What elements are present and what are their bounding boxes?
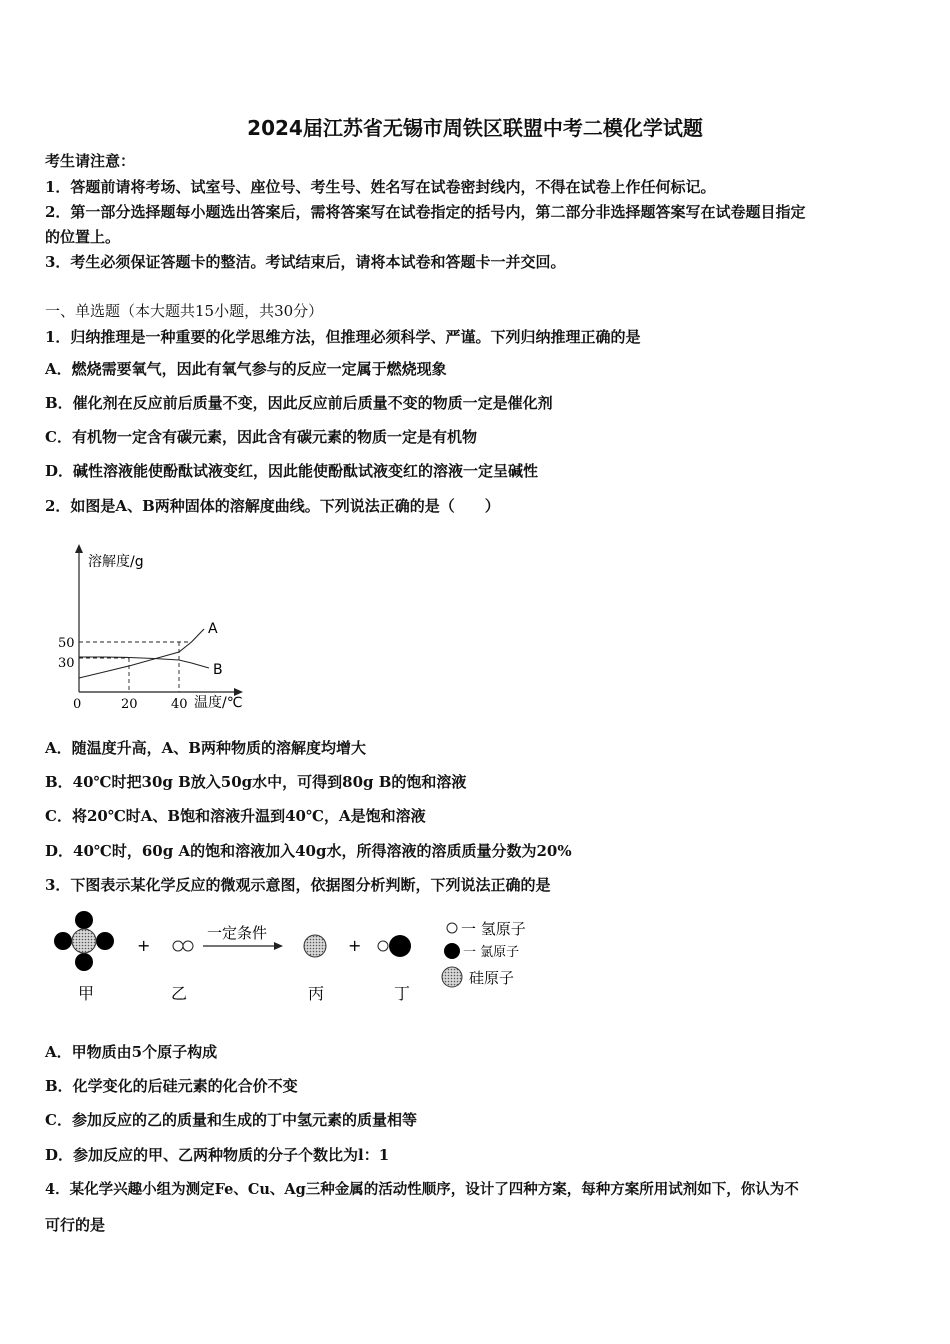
x-tick-label: 0 [73,697,82,712]
chlorine-atom [75,953,93,971]
notice-heading: 考生请注意： [45,152,136,170]
q2-option-d: D．40℃时，60g A的饱和溶液加入40g水，所得溶液的溶质质量分数为20% [45,842,572,860]
curve-B [79,657,209,668]
legend-silicon: 硅原子 [469,969,515,987]
guide-lines [79,642,192,692]
series-group [79,621,223,678]
q2-stem: 2．如图是A、B两种固体的溶解度曲线。下列说法正确的是（ ） [45,497,500,515]
notice-item-3: 3．考生必须保证答题卡的整洁。考试结束后，请将本试卷和答题卡一并交回。 [45,253,566,271]
notice-item-2-cont: 的位置上。 [45,228,121,246]
y-tick-label: 50 [58,636,75,651]
q1-option-b: B．催化剂在反应前后质量不变，因此反应前后质量不变的物质一定是催化剂 [45,394,553,412]
q4-stem-line2: 可行的是 [45,1216,106,1234]
hydrogen-atom [183,941,193,951]
q3-option-a: A．甲物质由5个原子构成 [45,1043,218,1061]
plus-sign: + [137,936,151,955]
q3-option-c: C．参加反应的乙的质量和生成的丁中氢元素的质量相等 [45,1111,417,1129]
label-ding: 丁 [394,984,411,1003]
solubility-chart [50,540,260,720]
molecule-yi [173,941,193,951]
notice-item-2: 2．第一部分选择题每小题选出答案后，需将答案写在试卷指定的括号内，第二部分非选择题答案写在试卷题目指定 [45,203,806,221]
q1-option-c: C．有机物一定含有碳元素，因此含有碳元素的物质一定是有机物 [45,428,477,446]
curve-A [79,629,204,678]
reaction-condition: 一定条件 [207,924,268,942]
chlorine-atom [54,932,72,950]
q2-option-c: C．将20℃时A、B饱和溶液升温到40℃，A是饱和溶液 [45,807,426,825]
label-jia: 甲 [78,984,95,1003]
chlorine-atom [389,935,411,957]
q1-option-d: D．碱性溶液能使酚酞试液变红，因此能使酚酞试液变红的溶液一定呈碱性 [45,462,539,480]
tick-labels [58,636,188,712]
legend-silicon-icon [442,967,462,987]
silicon-atom [72,929,96,953]
label-bing: 丙 [308,984,325,1003]
q1-stem: 1．归纳推理是一种重要的化学思维方法，但推理必须科学、严谨。下列归纳推理正确的是 [45,328,641,346]
legend-chlorine-icon [444,943,460,959]
x-tick-label: 20 [121,697,138,712]
notice-item-1: 1．答题前请将考场、试室号、座位号、考生号、姓名写在试卷密封线内，不得在试卷上作任何标记。 [45,178,716,196]
series-label-A: A [208,621,218,637]
q3-stem: 3．下图表示某化学反应的微观示意图，依据图分析判断，下列说法正确的是 [45,876,551,894]
legend-hydrogen-icon [447,923,457,933]
plus-sign: + [348,936,362,955]
label-yi: 乙 [171,984,188,1003]
q3-option-d: D．参加反应的甲、乙两种物质的分子个数比为l：1 [45,1146,390,1164]
page-title: 2024届江苏省无锡市周铁区联盟中考二模化学试题 [247,116,703,140]
section-heading: 一、单选题（本大题共15小题，共30分） [45,302,324,320]
y-axis-arrow [75,544,83,553]
arrow-head-icon [274,942,283,950]
y-tick-label: 30 [58,656,75,671]
reaction-diagram [45,905,565,1015]
hydrogen-atom [173,941,183,951]
legend-hydrogen: 一 氢原子 [461,920,526,938]
chlorine-atom [96,932,114,950]
y-axis-label: 溶解度/g [88,554,144,570]
q2-option-a: A．随温度升高，A、B两种物质的溶解度均增大 [45,739,366,757]
q4-stem-line1: 4．某化学兴趣小组为测定Fe、Cu、Ag三种金属的活动性顺序，设计了四种方案，每种方案所用试剂如下，你认为不 [45,1181,799,1198]
molecule-ding [378,935,411,957]
q3-option-b: B．化学变化的后硅元素的化合价不变 [45,1077,298,1095]
q2-option-b: B．40℃时把30g B放入50g水中，可得到80g B的饱和溶液 [45,773,467,791]
q1-option-a: A．燃烧需要氧气，因此有氧气参与的反应一定属于燃烧现象 [45,360,447,378]
legend-chlorine: 一 氯原子 [463,945,520,960]
molecule-jia [54,911,114,971]
hydrogen-atom [378,941,388,951]
series-label-B: B [213,662,223,678]
chlorine-atom [75,911,93,929]
x-axis-label: 温度/℃ [194,695,243,711]
molecule-bing [304,935,326,957]
x-tick-label: 40 [171,697,188,712]
